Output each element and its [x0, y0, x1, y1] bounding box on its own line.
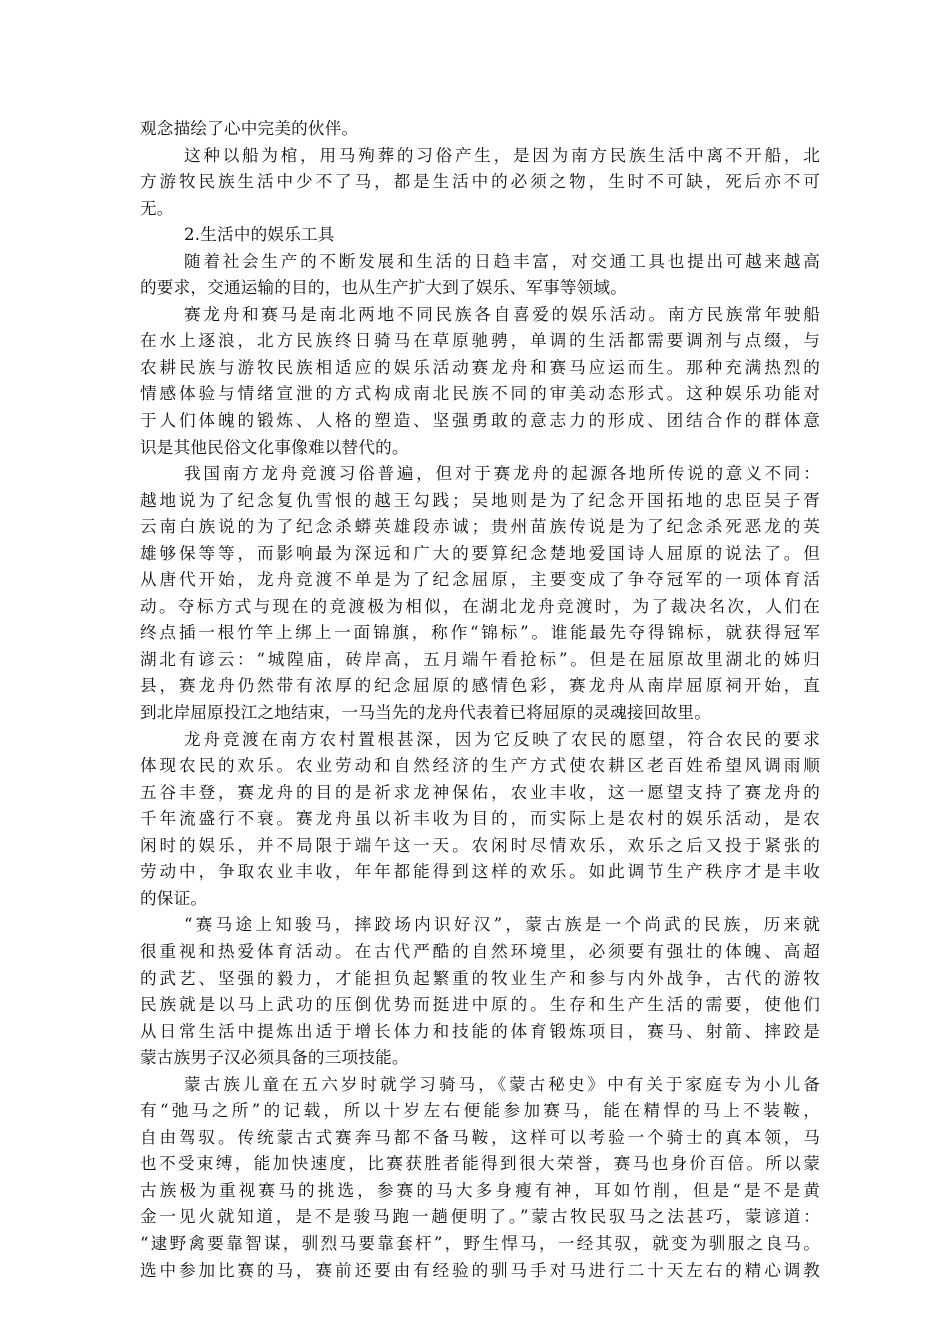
text-line: 闲时的娱乐，并不局限于端午这一天。农闲时尽情欢乐，欢乐之后又投于紧张的 — [140, 835, 820, 855]
text-line: 民族就是以马上武功的压倒优势而挺进中原的。生存和生产生活的需要，使他们 — [140, 995, 820, 1015]
text-line: 龙舟竞渡在南方农村置根甚深，因为它反映了农民的愿望，符合农民的要求 — [184, 729, 820, 749]
text-line: 五谷丰登，赛龙舟的目的是祈求龙神保佑，农业丰收，这一愿望支持了赛龙舟的 — [140, 782, 820, 802]
text-line: 这种以船为棺，用马殉葬的习俗产生，是因为南方民族生活中离不开船，北 — [184, 145, 820, 165]
para-dragon-boat-farmers — [140, 727, 820, 913]
text-line: 县，赛龙舟仍然带有浓厚的纪念屈原的感情色彩，赛龙舟从南岸屈原祠开始，直 — [140, 676, 820, 696]
text-line: 古族极为重视赛马的挑选，参赛的马大多身瘦有神，耳如竹削，但是“是不是黄 — [140, 1180, 820, 1200]
text-line: “赛马途上知骏马，摔跤场内识好汉”，蒙古族是一个尚武的民族，历来就 — [184, 915, 820, 935]
text-line: 无。 — [140, 198, 174, 218]
para-mongolian-martial — [140, 912, 820, 1071]
text-line: 到北岸屈原投江之地结束，一马当先的龙舟代表着已将屈原的灵魂接回故里。 — [140, 703, 711, 723]
para-social-development — [140, 249, 820, 302]
text-line: 雄够保等等，而影响最为深远和广大的要算纪念楚地爱国诗人屈原的说法了。但 — [140, 543, 820, 563]
section-heading-entertainment — [140, 222, 820, 249]
text-line: 千年流盛行不衰。赛龙舟虽以祈丰收为目的，而实际上是农村的娱乐活动，是农 — [140, 809, 820, 829]
text-line: 情感体验与情绪宣泄的方式构成南北民族不同的审美动态形式。这种娱乐功能对 — [140, 384, 820, 404]
text-line: 赛龙舟和赛马是南北两地不同民族各自喜爱的娱乐活动。南方民族常年驶船 — [184, 304, 820, 324]
text-line: 蒙古族男子汉必须具备的三项技能。 — [140, 1048, 409, 1068]
para-mongolian-children — [140, 1072, 820, 1284]
text-line: 终点插一根竹竿上绑上一面锦旗，称作“锦标”。谁能最先夺得锦标，就获得冠军 — [140, 623, 820, 643]
text-line: 的保证。 — [140, 888, 208, 908]
text-line: 自由驾驭。传统蒙古式赛奔马都不备马鞍，这样可以考验一个骑士的真本领，马 — [140, 1127, 820, 1147]
text-line: 我国南方龙舟竞渡习俗普遍，但对于赛龙舟的起源各地所传说的意义不同： — [184, 464, 820, 484]
section-heading: 2.生活中的娱乐工具 — [184, 225, 335, 245]
para-dragon-boat-horse-race — [140, 302, 820, 461]
text-line: 方游牧民族生活中少不了马，都是生活中的必须之物，生时不可缺，死后亦不可 — [140, 172, 820, 192]
text-line: 的武艺、坚强的毅力，才能担负起繁重的牧业生产和参与内外战争，古代的游牧 — [140, 968, 820, 988]
text-line: 湖北有谚云：“城隍庙，砖岸高，五月端午看抢标”。但是在屈原故里湖北的姊归 — [140, 649, 820, 669]
text-line: 云南白族说的为了纪念杀蟒英雄段赤诚；贵州苗族传说是为了纪念杀死恶龙的英 — [140, 517, 820, 537]
text-line: 农耕民族与游牧民族相适应的娱乐活动赛龙舟和赛马应运而生。那种充满热烈的 — [140, 357, 820, 377]
para-dragon-boat-origin — [140, 461, 820, 726]
text-line: 于人们体魄的锻炼、人格的塑造、坚强勇敢的意志力的形成、团结合作的群体意 — [140, 411, 820, 431]
text-line: 的要求，交通运输的目的，也从生产扩大到了娱乐、军事等领域。 — [140, 278, 628, 298]
text-line: 在水上逐浪，北方民族终日骑马在草原驰骋，单调的生活都需要调剂与点缀，与 — [140, 331, 820, 351]
text-line: 从日常生活中提炼出适于增长体力和技能的体育锻炼项目，赛马、射箭、摔跤是 — [140, 1021, 820, 1041]
document-page — [140, 116, 820, 1284]
text-line: 也不受束缚，能加快速度，比赛获胜者能得到很大荣誉，赛马也身价百倍。所以蒙 — [140, 1154, 820, 1174]
text-line: 蒙古族儿童在五六岁时就学习骑马，《蒙古秘史》中有关于家庭专为小儿备 — [184, 1074, 820, 1094]
text-line: “逮野禽要靠智谋，驯烈马要靠套杆”，野生悍马，一经其驭，就变为驯服之良马。 — [140, 1233, 820, 1253]
text-line: 从唐代开始，龙舟竞渡不单是为了纪念屈原，主要变成了争夺冠军的一项体育活 — [140, 570, 820, 590]
text-line: 体现农民的欢乐。农业劳动和自然经济的生产方式使农耕区老百姓希望风调雨顺 — [140, 756, 820, 776]
text-line: 动。夺标方式与现在的竞渡极为相似，在湖北龙舟竞渡时，为了裁决名次，人们在 — [140, 596, 820, 616]
text-line: 劳动中，争取农业丰收，年年都能得到这样的欢乐。如此调节生产秩序才是丰收 — [140, 862, 820, 882]
para-boat-coffin — [140, 143, 820, 223]
text-line: 越地说为了纪念复仇雪恨的越王勾践；吴地则是为了纪念开国拓地的忠臣吴子胥 — [140, 490, 820, 510]
text-line: 观念描绘了心中完美的伙伴。 — [140, 119, 359, 138]
text-line: 有“弛马之所”的记载，所以十岁左右便能参加赛马，能在精悍的马上不装鞍， — [140, 1101, 820, 1121]
text-line: 随着社会生产的不断发展和生活的日趋丰富，对交通工具也提出可越来越高 — [184, 251, 820, 271]
text-line: 选中参加比赛的马，赛前还要由有经验的驯马手对马进行二十天左右的精心调教 — [140, 1260, 820, 1280]
text-line: 很重视和热爱体育活动。在古代严酷的自然环境里，必须要有强壮的体魄、高超 — [140, 941, 820, 961]
para-companion-end — [140, 116, 820, 143]
text-line: 识是其他民俗文化事像难以替代的。 — [140, 437, 409, 457]
text-line: 金一见火就知道，是不是骏马跑一趟便明了。”蒙古牧民驭马之法甚巧，蒙谚道： — [140, 1207, 820, 1227]
